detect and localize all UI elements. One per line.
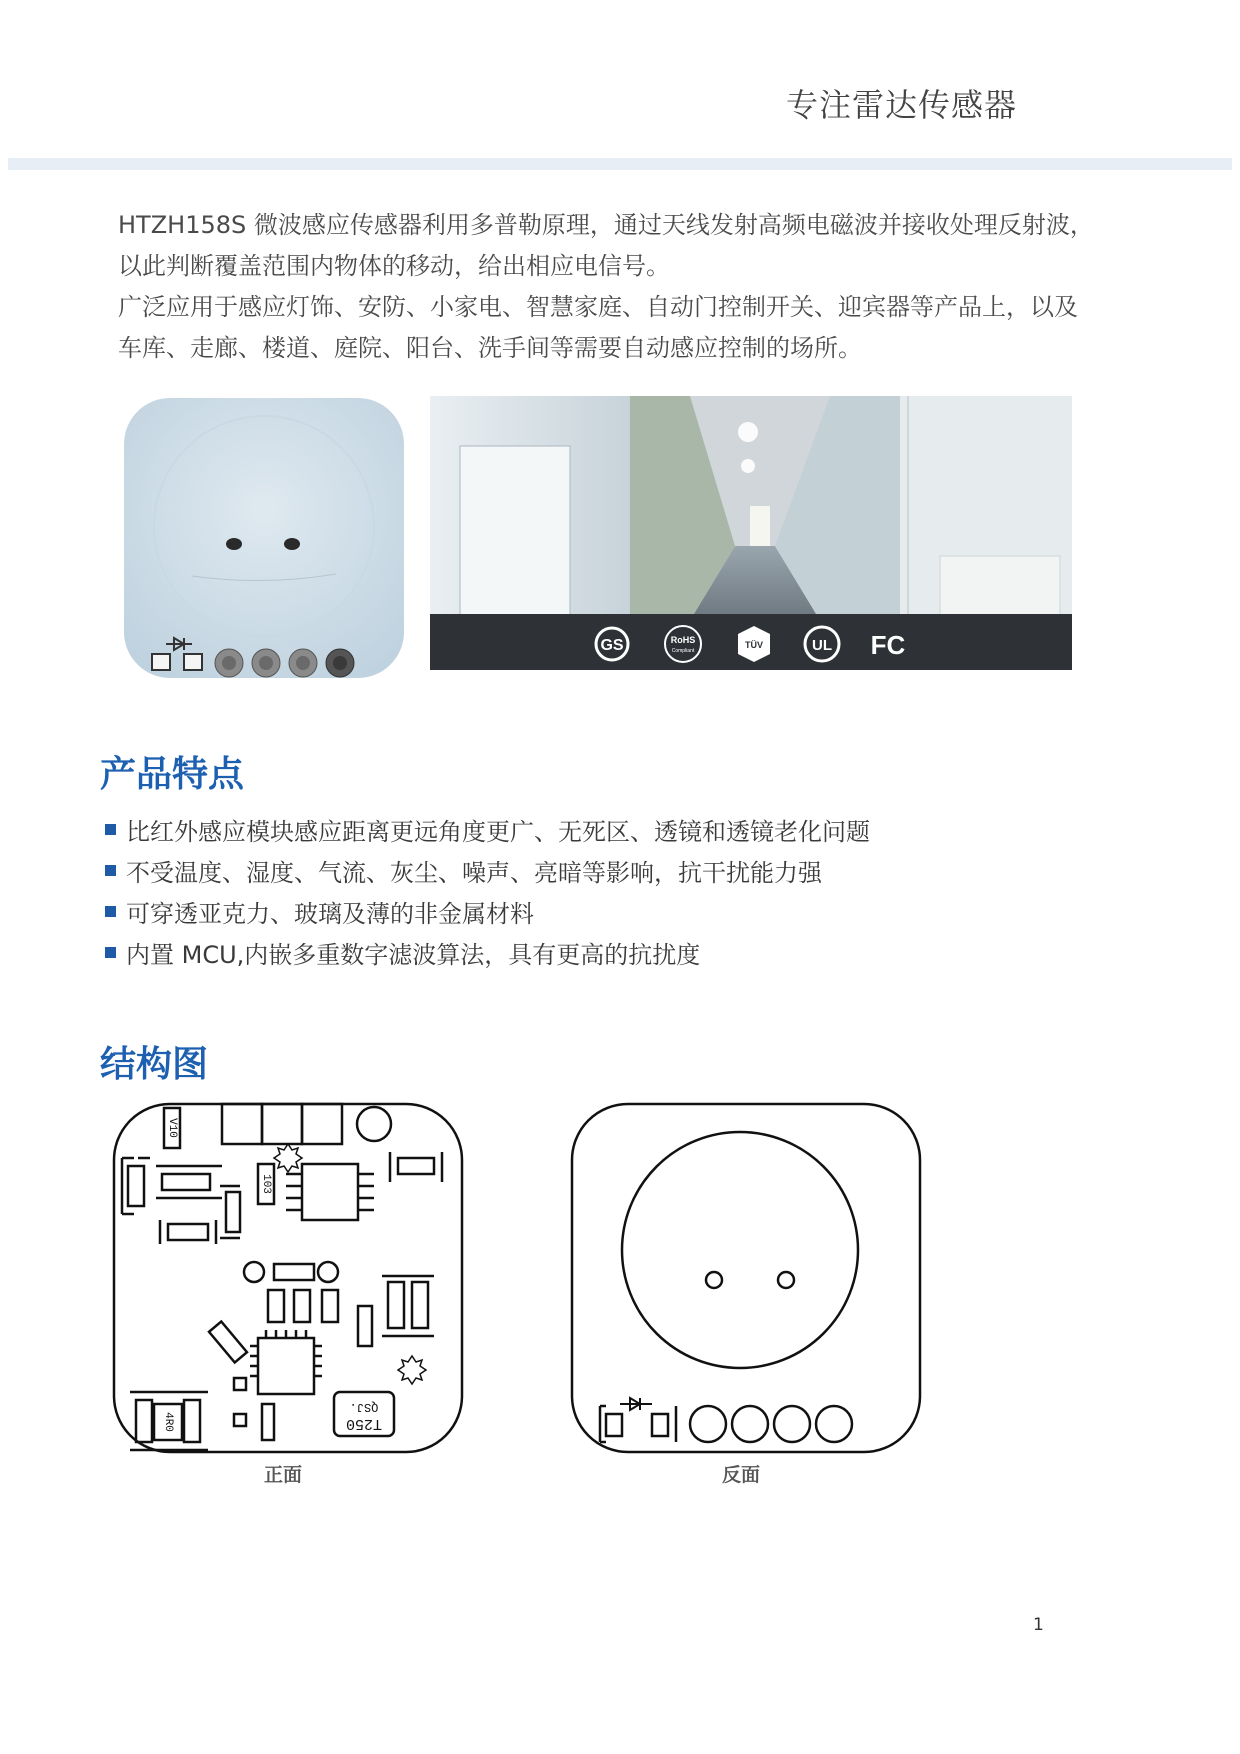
feature-text: 比红外感应模块感应距离更远角度更广、无死区、透镜和透镜老化问题: [126, 818, 870, 846]
intro-line-1: HTZH158S 微波感应传感器利用多普勒原理，通过天线发射高频电磁波并接收处理反射波，: [118, 211, 1094, 239]
pcb-back-diagram: [568, 1100, 924, 1456]
feature-text: 内置 MCU,内嵌多重数字滤波算法，具有更高的抗扰度: [126, 941, 701, 969]
rohs-badge-sub: Compliant: [671, 648, 695, 654]
gs-badge-label: GS: [600, 637, 624, 654]
intro-line-2: 以此判断覆盖范围内物体的移动，给出相应电信号。: [118, 252, 670, 280]
rohs-badge-label: RoHS: [670, 635, 696, 645]
intro-line-4: 车库、走廊、楼道、庭院、阳台、洗手间等需要自动感应控制的场所。: [118, 334, 862, 362]
bullet-square-icon: [105, 865, 116, 876]
product-module-photo: [122, 396, 406, 680]
feature-item: [105, 935, 700, 970]
feature-text: 可穿透亚克力、玻璃及薄的非金属材料: [126, 900, 534, 928]
marking-4r0: 4R0: [162, 1412, 174, 1432]
feature-item: [105, 853, 822, 888]
back-caption: 反面: [722, 1464, 761, 1486]
bullet-square-icon: [105, 824, 116, 835]
office-corridor-photo: [430, 396, 1072, 670]
diode-symbol: [620, 1398, 652, 1410]
ul-badge-label: UL: [812, 637, 832, 654]
tuv-badge-label: TÜV: [745, 640, 763, 650]
structure-title: 结构图: [100, 1044, 209, 1085]
marking-103: 103: [260, 1174, 272, 1194]
feature-text: 不受温度、湿度、气流、灰尘、噪声、亮暗等影响，抗干扰能力强: [126, 859, 822, 887]
bullet-square-icon: [105, 906, 116, 917]
pcb-front-diagram: [110, 1100, 466, 1456]
header-divider: [8, 158, 1232, 170]
marking-v10: V10: [166, 1118, 178, 1138]
front-caption: 正面: [264, 1464, 303, 1486]
marking-t250: T250: [345, 1415, 383, 1432]
feature-item: [105, 812, 870, 847]
feature-item: [105, 894, 534, 929]
fc-badge-icon: [871, 630, 906, 660]
header-tagline: 专注雷达传感器: [786, 86, 1018, 124]
bullet-square-icon: [105, 947, 116, 958]
marking-chip-sub: QSJ.: [349, 1400, 379, 1414]
page-number: 1: [1033, 1615, 1044, 1635]
fc-badge-label: FC: [870, 630, 906, 660]
features-title: 产品特点: [100, 754, 245, 795]
intro-line-3: 广泛应用于感应灯饰、安防、小家电、智慧家庭、自动门控制开关、迎宾器等产品上，以及: [118, 293, 1078, 321]
